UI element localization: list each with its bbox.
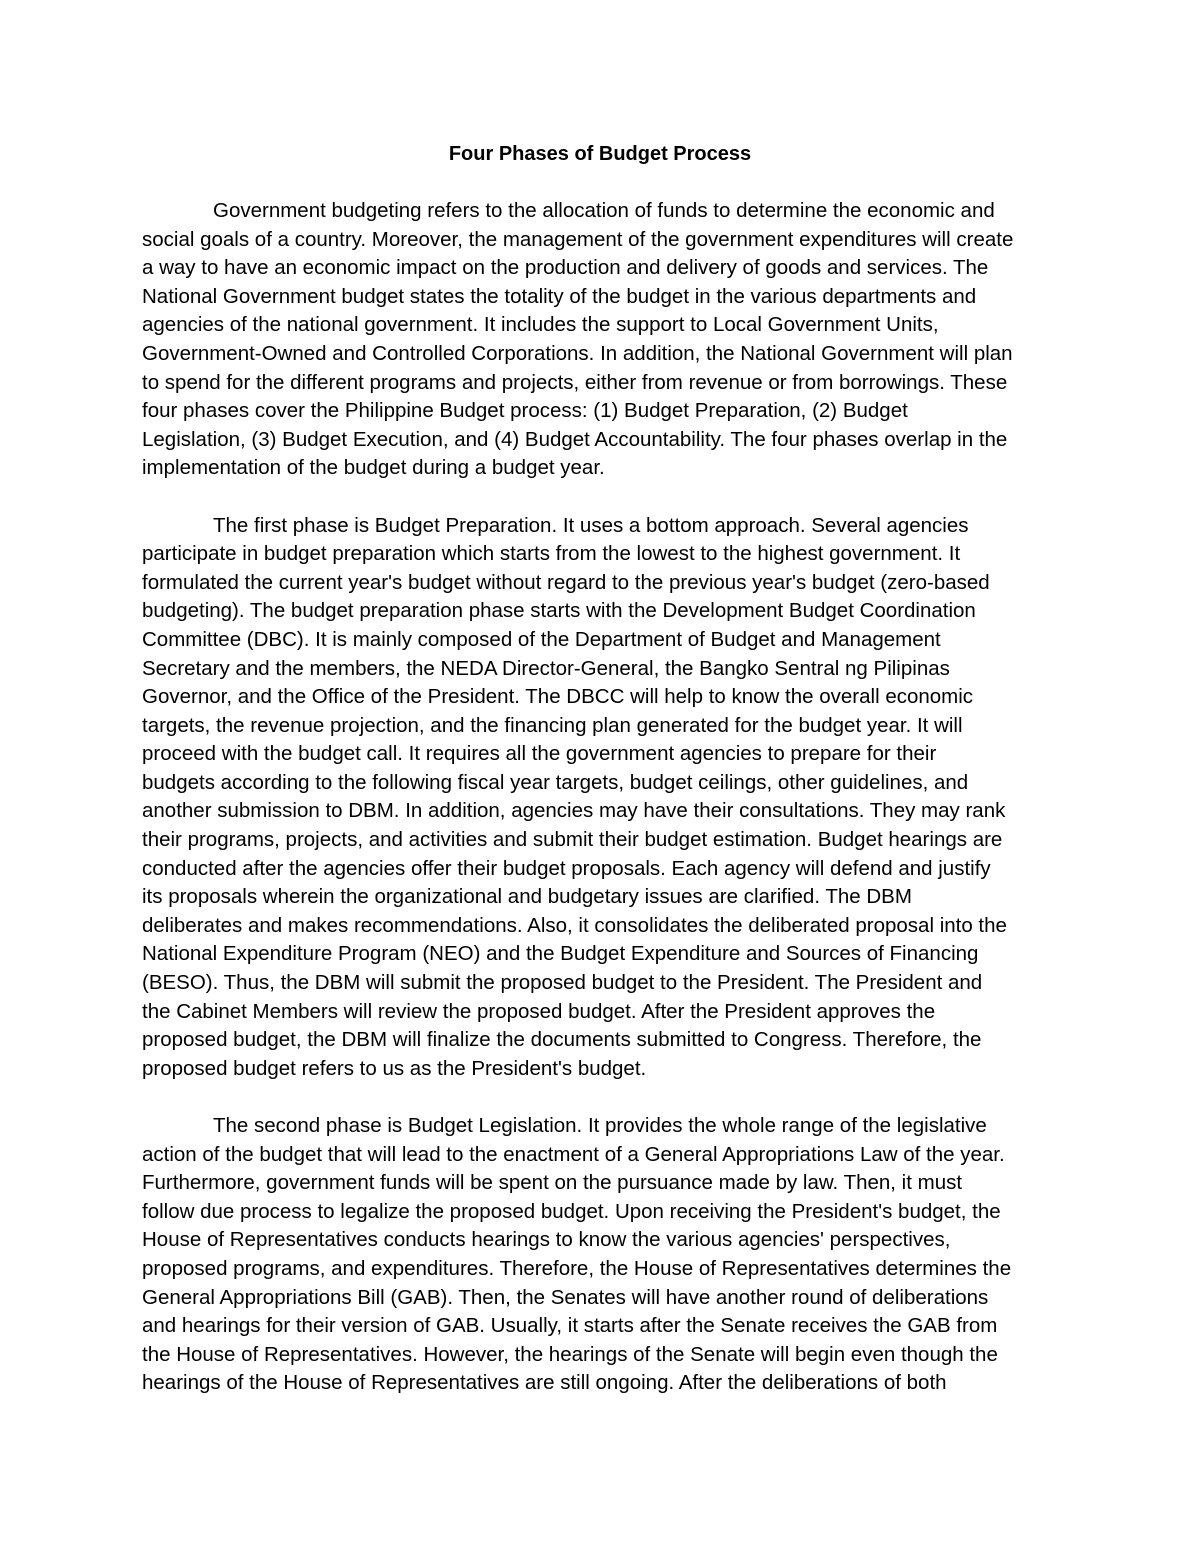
text-line: General Appropriations Bill (GAB). Then, the Senates will have another round of deliberations [142,1285,989,1309]
text-line: Secretary and the members, the NEDA Director-General, the Bangko Sentral ng Pilipinas [142,656,950,680]
paragraph-gap [142,1083,1072,1112]
text-line: formulated the current year's budget without regard to the previous year's budget (zero-based [142,570,990,594]
text-line: proposed programs, and expenditures. Therefore, the House of Representatives determines the [142,1256,1012,1280]
text-line: targets, the revenue projection, and the financing plan generated for the budget year. It will [142,713,963,737]
text-line: and hearings for their version of GAB. Usually, it starts after the Senate receives the GAB from [142,1314,998,1338]
text-line: House of Representatives conducts hearings to know the various agencies' perspectives, [142,1228,951,1252]
text-line: The second phase is Budget Legislation. It provides the whole range of the legislative [213,1114,987,1137]
text-line: its proposals wherein the organizational and budgetary issues are clarified. The DBM [142,885,912,909]
text-line: Government budgeting refers to the allocation of funds to determine the economic and [213,199,995,222]
text-line: deliberates and makes recommendations. Also, it consolidates the deliberated proposal into the [142,913,1007,937]
text-line: proceed with the budget call. It requires all the government agencies to prepare for their [142,742,937,766]
paragraph-2 [142,512,1072,1084]
paragraph-gap [142,483,1072,512]
text-line: action of the budget that will lead to the enactment of a General Appropriations Law of the year. [142,1142,1005,1166]
paragraph-1 [142,197,1072,483]
text-line: follow due process to legalize the proposed budget. Upon receiving the President's budget, the [142,1199,1001,1223]
text-line: another submission to DBM. In addition, agencies may have their consultations. They may rank [142,799,1006,823]
text-line: Legislation, (3) Budget Execution, and (4) Budget Accountability. The four phases overlap in the [142,427,1008,451]
text-line: budgets according to the following fiscal year targets, budget ceilings, other guidelines, and [142,770,969,794]
text-line: The first phase is Budget Preparation. It uses a bottom approach. Several agencies [213,513,969,537]
text-line: agencies of the national government. It includes the support to Local Government Units, [142,313,939,337]
text-line: the House of Representatives. However, the hearings of the Senate will begin even though the [142,1342,998,1366]
text-line: Furthermore, government funds will be spent on the pursuance made by law. Then, it must [142,1171,963,1195]
text-line: participate in budget preparation which starts from the lowest to the highest government. It [142,542,961,566]
text-line: proposed budget, the DBM will finalize the documents submitted to Congress. Therefore, the [142,1028,982,1052]
document-body [142,197,1072,1398]
text-line: National Government budget states the totality of the budget in the various departments and [142,284,977,308]
text-line: their programs, projects, and activities and submit their budget estimation. Budget hearings are [142,828,1003,852]
text-line: Governor, and the Office of the President. The DBCC will help to know the overall economic [142,685,974,709]
paragraph-3 [142,1112,1072,1398]
text-line: proposed budget refers to us as the President's budget. [142,1056,647,1080]
text-line: conducted after the agencies offer their budget proposals. Each agency will defend and justify [142,856,991,880]
text-line: National Expenditure Program (NEO) and the Budget Expenditure and Sources of Financing [142,942,979,966]
text-line: hearings of the House of Representatives are still ongoing. After the deliberations of both [142,1371,947,1395]
text-line: budgeting). The budget preparation phase starts with the Development Budget Coordination [142,599,976,623]
text-line: social goals of a country. Moreover, the management of the government expenditures will create [142,227,1014,251]
text-line: implementation of the budget during a budget year. [142,456,605,480]
document-title: Four Phases of Budget Process [448,143,752,165]
text-line: (BESO). Thus, the DBM will submit the proposed budget to the President. The President and [142,971,983,995]
text-line: a way to have an economic impact on the production and delivery of goods and services. The [142,256,989,280]
text-line: the Cabinet Members will review the proposed budget. After the President approves the [142,999,936,1023]
text-line: Committee (DBC). It is mainly composed of the Department of Budget and Management [142,627,941,651]
text-line: Government-Owned and Controlled Corporations. In addition, the National Government will plan [142,341,1013,365]
text-line: four phases cover the Philippine Budget process: (1) Budget Preparation, (2) Budget [142,399,908,423]
text-line: to spend for the different programs and projects, either from revenue or from borrowings. These [142,370,1008,394]
